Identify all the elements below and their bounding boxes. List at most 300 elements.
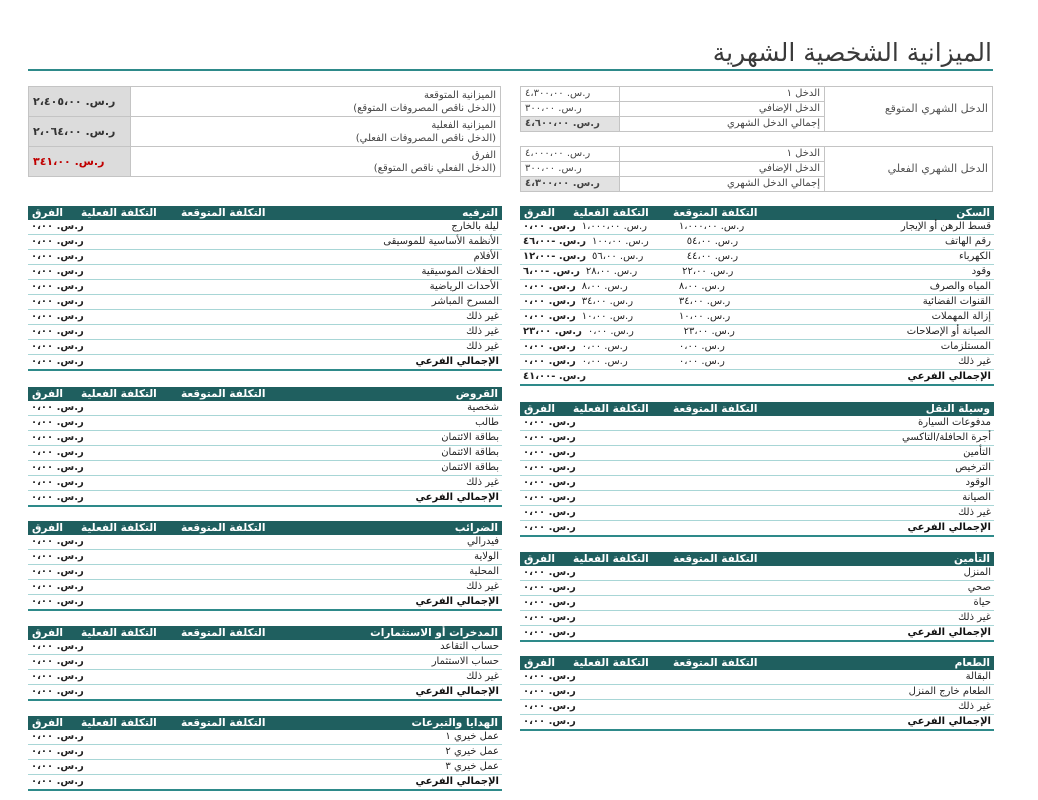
actual-column-header: التكلفة الفعلية: [81, 388, 157, 400]
projected-cost[interactable]: ر.س. ٠،٠٠: [678, 356, 725, 367]
actual-extra-income-value[interactable]: ر.س. ٣٠٠،٠٠: [521, 162, 620, 177]
actual-cost[interactable]: [87, 340, 184, 354]
subtotal-difference: ر.س. ٠،٠٠: [31, 686, 84, 697]
table-row: [28, 446, 502, 461]
cost-difference: ر.س. ٠،٠٠: [31, 731, 84, 742]
expense-name: مدفوعات السيارة: [917, 417, 991, 428]
projected-cost[interactable]: [184, 745, 281, 759]
difference-sub: (الدخل الفعلي ناقص المتوقع): [373, 162, 496, 174]
insurance-title: التأمين: [953, 553, 990, 565]
cost-difference: ر.س. ٠،٠٠: [523, 281, 576, 292]
cost-difference: ر.س. ٠،٠٠: [523, 296, 576, 307]
expense-name: الطعام خارج المنزل: [908, 686, 991, 697]
cost-difference: ر.س. ٠،٠٠: [31, 462, 84, 473]
cost-difference: ر.س. ٠،٠٠: [31, 536, 84, 547]
expense-name: الترخيص: [955, 462, 991, 473]
difference-label-cell: [131, 147, 501, 177]
expense-name: غير ذلك: [466, 671, 499, 682]
cost-difference: ر.س. ٠،٠٠: [523, 507, 576, 518]
actual-cost[interactable]: [87, 265, 184, 279]
actual-cost[interactable]: [87, 730, 184, 744]
cost-difference: ر.س. ٠،٠٠: [523, 447, 576, 458]
expense-name: الصيانة أو الإصلاحات: [906, 326, 991, 337]
cost-difference: ر.س. ٠،٠٠: [523, 612, 576, 623]
projected-total-income-value: ر.س. ٤،٦٠٠،٠٠: [521, 117, 620, 132]
expense-name: شخصية: [467, 402, 499, 413]
table-row: [28, 431, 502, 446]
projected-cost[interactable]: [184, 446, 281, 460]
actual-cost[interactable]: [579, 670, 676, 684]
subtotal-difference: ر.س. ٠،٠٠: [31, 596, 84, 607]
projected-cost[interactable]: [676, 416, 773, 430]
subtotal-difference: ر.س. ٠،٠٠: [523, 627, 576, 638]
entertainment-header: [28, 206, 502, 220]
projected-cost[interactable]: [676, 446, 773, 460]
transport-title: وسيلة النقل: [925, 403, 990, 415]
table-row: [520, 700, 994, 715]
table-row: [28, 235, 502, 250]
cost-difference: ر.س. ٠،٠٠: [31, 341, 84, 352]
actual-cost[interactable]: ر.س. ٠،٠٠: [581, 341, 628, 352]
cost-difference: ر.س. ٠،٠٠: [523, 597, 576, 608]
table-row: [520, 340, 994, 355]
subtotal-difference: ر.س. ٠،٠٠: [523, 716, 576, 727]
projected-cost[interactable]: [184, 580, 281, 594]
cost-difference: ر.س. ٠،٠٠: [31, 402, 84, 413]
actual-cost[interactable]: [87, 325, 184, 339]
projected-cost[interactable]: [676, 506, 773, 520]
table-row: [520, 461, 994, 476]
cost-difference: ر.س. ٠،٠٠: [31, 281, 84, 292]
expense-name: حساب التقاعد: [440, 641, 499, 652]
subtotal-row: [520, 370, 994, 386]
actual-column-header: التكلفة الفعلية: [573, 403, 649, 415]
projected-cost[interactable]: [184, 461, 281, 475]
table-row: [520, 280, 994, 295]
cost-difference: ر.س. ٠،٠٠: [31, 761, 84, 772]
difference-column-header: الفرق: [524, 403, 556, 415]
projected-cost[interactable]: [184, 670, 281, 684]
projected-column-header: التكلفة المتوقعة: [673, 207, 758, 219]
actual-cost[interactable]: [87, 640, 184, 654]
actual-income-heading: الدخل الشهري الفعلي: [825, 147, 993, 192]
gifts-title: الهدايا والتبرعات: [411, 717, 498, 729]
expense-name: غير ذلك: [466, 311, 499, 322]
actual-total-income-value: ر.س. ٤،٣٠٠،٠٠: [521, 177, 620, 192]
actual-cost[interactable]: [87, 446, 184, 460]
actual-cost[interactable]: [87, 250, 184, 264]
actual-cost[interactable]: [87, 461, 184, 475]
expense-name: عمل خيري ٢: [445, 746, 499, 757]
cost-difference: ر.س. ٠،٠٠: [31, 641, 84, 652]
actual-balance-value[interactable]: ر.س. ٢،٠٦٤،٠٠: [29, 117, 131, 147]
expense-name: عمل خيري ١: [445, 731, 499, 742]
cost-difference: ر.س. ٠،٠٠: [31, 296, 84, 307]
table-row: [520, 295, 994, 310]
expense-name: وقود: [971, 266, 991, 277]
difference-column-header: الفرق: [32, 522, 64, 534]
projected-cost[interactable]: [184, 220, 281, 234]
projected-cost[interactable]: [184, 431, 281, 445]
table-row: [28, 730, 502, 745]
expense-name: فيدرالي: [466, 536, 499, 547]
subtotal-label: الإجمالي الفرعي: [415, 776, 499, 787]
actual-cost[interactable]: [87, 745, 184, 759]
expense-name: أجرة الحافلة/التاكسي: [902, 432, 991, 443]
difference-column-header: الفرق: [32, 207, 64, 219]
actual-cost[interactable]: [579, 431, 676, 445]
actual-cost[interactable]: [87, 580, 184, 594]
actual-cost[interactable]: [579, 446, 676, 460]
actual-cost[interactable]: ر.س. ٢٨،٠٠: [585, 266, 638, 277]
projected-cost[interactable]: [184, 401, 281, 415]
table-row: [520, 355, 994, 370]
projected-cost[interactable]: ر.س. ١،٠٠٠،٠٠: [678, 221, 745, 232]
projected-cost[interactable]: ر.س. ٤٤،٠٠: [686, 251, 739, 262]
cost-difference: ر.س. ٠،٠٠: [523, 582, 576, 593]
actual-total-income-label: إجمالي الدخل الشهري: [620, 177, 825, 192]
projected-cost[interactable]: [184, 550, 281, 564]
projected-cost[interactable]: ر.س. ٨،٠٠: [678, 281, 725, 292]
projected-column-header: التكلفة المتوقعة: [181, 207, 266, 219]
subtotal-difference: ر.س. ٠،٠٠: [523, 522, 576, 533]
expense-name: المستلزمات: [940, 341, 991, 352]
table-row: [28, 265, 502, 280]
projected-cost[interactable]: [676, 700, 773, 714]
insurance-header: [520, 552, 994, 566]
actual-cost[interactable]: ر.س. ١٠،٠٠: [581, 311, 634, 322]
subtotal-row: [28, 355, 502, 371]
expense-name: قسط الرهن أو الإيجار: [900, 221, 991, 232]
loans-header: [28, 387, 502, 401]
projected-cost[interactable]: ر.س. ٠،٠٠: [678, 341, 725, 352]
expense-name: صحي: [967, 582, 991, 593]
expense-name: الكهرباء: [958, 251, 991, 262]
expense-name: غير ذلك: [466, 477, 499, 488]
table-row: [28, 416, 502, 431]
expense-name: غير ذلك: [466, 341, 499, 352]
budget-summary-panel: [28, 86, 501, 177]
projected-cost[interactable]: [184, 416, 281, 430]
actual-cost[interactable]: [87, 535, 184, 549]
table-row: [520, 566, 994, 581]
actual-cost[interactable]: [579, 476, 676, 490]
cost-difference: ر.س. ٠،٠٠: [31, 251, 84, 262]
table-row: [520, 416, 994, 431]
cost-difference: ر.س. ٠،٠٠: [523, 686, 576, 697]
projected-cost[interactable]: [184, 325, 281, 339]
projected-cost[interactable]: [184, 655, 281, 669]
projected-column-header: التكلفة المتوقعة: [673, 553, 758, 565]
cost-difference: ر.س. ٠،٠٠: [523, 492, 576, 503]
table-row: [28, 745, 502, 760]
food-title: الطعام: [954, 657, 990, 669]
actual-cost[interactable]: [87, 416, 184, 430]
housing-header: [520, 206, 994, 220]
actual-cost[interactable]: ر.س. ٨،٠٠: [581, 281, 628, 292]
projected-cost[interactable]: [184, 760, 281, 774]
expense-name: حياة: [973, 597, 991, 608]
expense-name: المحلية: [469, 566, 499, 577]
actual-cost[interactable]: [87, 220, 184, 234]
cost-difference: ر.س. ٠،٠٠: [523, 341, 576, 352]
expense-name: بطاقة الائتمان: [441, 447, 499, 458]
expense-name: البقالة: [965, 671, 991, 682]
table-row: [28, 655, 502, 670]
table-row: [520, 250, 994, 265]
cost-difference: ر.س. ٠،٠٠: [31, 581, 84, 592]
actual-cost[interactable]: [87, 565, 184, 579]
subtotal-label: الإجمالي الفرعي: [907, 522, 991, 533]
taxes-header: [28, 521, 502, 535]
difference-column-header: الفرق: [524, 553, 556, 565]
actual-cost[interactable]: [579, 506, 676, 520]
cost-difference: ر.س. ٠،٠٠: [31, 447, 84, 458]
expense-name: ليلة بالخارج: [451, 221, 499, 232]
projected-cost[interactable]: [676, 685, 773, 699]
projected-balance-value[interactable]: ر.س. ٢،٤٠٥،٠٠: [29, 87, 131, 117]
projected-cost[interactable]: [184, 476, 281, 490]
projected-cost[interactable]: ر.س. ٢٢،٠٠: [682, 266, 734, 277]
actual-cost[interactable]: ر.س. ١،٠٠٠،٠٠: [581, 221, 648, 232]
actual-cost[interactable]: [579, 700, 676, 714]
actual-cost[interactable]: [579, 611, 676, 625]
projected-cost[interactable]: [676, 566, 773, 580]
cost-difference: ر.س. ٠،٠٠: [31, 432, 84, 443]
actual-income-1-value[interactable]: ر.س. ٤،٠٠٠،٠٠: [521, 147, 620, 162]
projected-cost[interactable]: [676, 461, 773, 475]
actual-column-header: التكلفة الفعلية: [81, 717, 157, 729]
difference-column-header: الفرق: [32, 717, 64, 729]
projected-cost[interactable]: [676, 476, 773, 490]
expense-name: الأفلام: [473, 251, 499, 262]
actual-cost[interactable]: ر.س. ٣٤،٠٠: [581, 296, 634, 307]
projected-income-panel: [520, 86, 993, 132]
table-row: [28, 461, 502, 476]
projected-cost[interactable]: [184, 310, 281, 324]
actual-balance-label-cell: [131, 117, 501, 147]
actual-cost[interactable]: ر.س. ٥٦،٠٠: [592, 251, 644, 262]
table-row: [28, 580, 502, 595]
cost-difference: ر.س. ٠،٠٠: [31, 477, 84, 488]
actual-cost[interactable]: [579, 416, 676, 430]
actual-cost[interactable]: [579, 566, 676, 580]
projected-column-header: التكلفة المتوقعة: [673, 657, 758, 669]
difference-column-header: الفرق: [32, 627, 64, 639]
projected-cost[interactable]: [676, 431, 773, 445]
table-row: [28, 760, 502, 775]
actual-cost[interactable]: [579, 596, 676, 610]
expense-name: غير ذلك: [958, 612, 991, 623]
entertainment-title: الترفيه: [462, 207, 498, 219]
actual-cost[interactable]: ر.س. ٠،٠٠: [587, 326, 634, 337]
gifts-section: [28, 716, 502, 791]
projected-cost[interactable]: [676, 670, 773, 684]
expense-name: القنوات الفضائية: [922, 296, 991, 307]
cost-difference: ر.س. ٠،٠٠: [523, 567, 576, 578]
food-section: [520, 656, 994, 731]
actual-cost[interactable]: [87, 280, 184, 294]
expense-name: المنزل: [963, 567, 991, 578]
actual-cost[interactable]: ر.س. ٠،٠٠: [581, 356, 628, 367]
projected-balance-label-cell: [131, 87, 501, 117]
cost-difference: ر.س. ٠،٠٠: [31, 311, 84, 322]
projected-extra-income-label: الدخل الإضافي: [620, 102, 825, 117]
expense-name: بطاقة الائتمان: [441, 432, 499, 443]
subtotal-difference: ر.س. ٠،٠٠: [31, 356, 84, 367]
projected-cost[interactable]: [184, 730, 281, 744]
table-row: [28, 640, 502, 655]
actual-cost[interactable]: [579, 581, 676, 595]
actual-cost[interactable]: [87, 295, 184, 309]
actual-cost[interactable]: [87, 760, 184, 774]
table-row: [520, 265, 994, 280]
subtotal-label: الإجمالي الفرعي: [415, 356, 499, 367]
projected-cost[interactable]: [676, 596, 773, 610]
table-row: [28, 295, 502, 310]
subtotal-label: الإجمالي الفرعي: [415, 686, 499, 697]
expense-name: غير ذلك: [958, 356, 991, 367]
cost-difference: ر.س. ٠،٠٠: [523, 221, 576, 232]
expense-name: حساب الاستثمار: [431, 656, 499, 667]
projected-income-1-value[interactable]: ر.س. ٤،٣٠٠،٠٠: [521, 87, 620, 102]
table-row: [28, 325, 502, 340]
projected-cost[interactable]: [184, 265, 281, 279]
actual-cost[interactable]: [579, 685, 676, 699]
expense-name: الحفلات الموسيقية: [421, 266, 499, 277]
actual-cost[interactable]: [87, 550, 184, 564]
projected-cost[interactable]: [184, 250, 281, 264]
subtotal-label: الإجمالي الفرعي: [907, 716, 991, 727]
projected-cost[interactable]: ر.س. ٥٤،٠٠: [686, 236, 739, 247]
cost-difference: ر.س. ٠،٠٠: [31, 551, 84, 562]
projected-cost[interactable]: ر.س. ٢٣،٠٠: [683, 326, 735, 337]
projected-cost[interactable]: [676, 581, 773, 595]
actual-cost[interactable]: [87, 431, 184, 445]
actual-column-header: التكلفة الفعلية: [573, 657, 649, 669]
table-row: [520, 670, 994, 685]
projected-cost[interactable]: [184, 280, 281, 294]
savings-title: المدخرات أو الاستثمارات: [370, 627, 498, 639]
actual-column-header: التكلفة الفعلية: [573, 207, 649, 219]
subtotal-row: [520, 715, 994, 731]
table-row: [520, 611, 994, 626]
actual-cost[interactable]: [579, 461, 676, 475]
expense-name: المياه والصرف: [929, 281, 991, 292]
cost-difference: ر.س. ٠،٠٠: [31, 671, 84, 682]
difference-column-header: الفرق: [32, 388, 64, 400]
projected-column-header: التكلفة المتوقعة: [673, 403, 758, 415]
transport-section: [520, 402, 994, 537]
table-row: [28, 250, 502, 265]
cost-difference: ر.س. ٠،٠٠: [523, 462, 576, 473]
projected-balance-sub: (الدخل ناقص المصروفات المتوقع): [353, 102, 496, 114]
expense-name: غير ذلك: [466, 326, 499, 337]
difference-value[interactable]: ر.س. ٣٤١،٠٠: [29, 147, 131, 177]
difference-column-header: الفرق: [524, 657, 556, 669]
table-row: [520, 596, 994, 611]
cost-difference: ر.س. ٢٣،٠٠: [523, 326, 582, 337]
savings-section: [28, 626, 502, 701]
actual-cost[interactable]: [87, 401, 184, 415]
subtotal-label: الإجمالي الفرعي: [415, 596, 499, 607]
cost-difference: ر.س. ٠،٠٠: [31, 266, 84, 277]
actual-income-panel: [520, 146, 993, 192]
table-row: [520, 235, 994, 250]
projected-income-heading: الدخل الشهري المتوقع: [825, 87, 993, 132]
actual-balance-label: الميزانية الفعلية: [431, 119, 496, 131]
projected-column-header: التكلفة المتوقعة: [181, 522, 266, 534]
actual-cost[interactable]: [87, 310, 184, 324]
expense-name: غير ذلك: [958, 701, 991, 712]
cost-difference: ر.س. ٠،٠٠: [523, 701, 576, 712]
projected-cost[interactable]: ر.س. ١٠،٠٠: [678, 311, 731, 322]
expense-name: الأنظمة الأساسية للموسيقى: [383, 236, 499, 247]
loans-title: القروض: [455, 388, 498, 400]
cost-difference: ر.س. ٠،٠٠: [523, 432, 576, 443]
cost-difference: ر.س. ٠،٠٠: [523, 671, 576, 682]
projected-cost[interactable]: ر.س. ٣٤،٠٠: [678, 296, 731, 307]
table-row: [28, 401, 502, 416]
subtotal-row: [28, 775, 502, 791]
projected-column-header: التكلفة المتوقعة: [181, 717, 266, 729]
actual-cost[interactable]: ر.س. ١٠٠،٠٠: [592, 236, 649, 247]
taxes-section: [28, 521, 502, 611]
projected-cost[interactable]: [184, 235, 281, 249]
table-row: [520, 581, 994, 596]
actual-cost[interactable]: [87, 655, 184, 669]
projected-extra-income-value[interactable]: ر.س. ٣٠٠،٠٠: [521, 102, 620, 117]
expense-name: غير ذلك: [466, 581, 499, 592]
housing-title: السكن: [956, 207, 990, 219]
actual-cost[interactable]: [87, 476, 184, 490]
entertainment-section: [28, 206, 502, 371]
subtotal-row: [520, 521, 994, 537]
projected-cost[interactable]: [184, 535, 281, 549]
expense-name: الوقود: [965, 477, 991, 488]
actual-cost[interactable]: [87, 670, 184, 684]
expense-name: رقم الهاتف: [944, 236, 991, 247]
projected-cost[interactable]: [184, 340, 281, 354]
actual-cost[interactable]: [579, 491, 676, 505]
projected-cost[interactable]: [676, 611, 773, 625]
cost-difference: ر.س. ٠،٠٠: [31, 417, 84, 428]
cost-difference: ر.س. ٠،٠٠: [31, 221, 84, 232]
projected-cost[interactable]: [184, 640, 281, 654]
actual-cost[interactable]: [87, 235, 184, 249]
taxes-title: الضرائب: [454, 522, 498, 534]
difference-column-header: الفرق: [524, 207, 556, 219]
projected-cost[interactable]: [184, 565, 281, 579]
table-row: [28, 476, 502, 491]
difference-label: الفرق: [471, 149, 496, 161]
projected-balance-label: الميزانية المتوقعة: [423, 89, 496, 101]
expense-name: طالب: [475, 417, 499, 428]
cost-difference: ر.س. -٦،٠٠: [523, 266, 580, 277]
expense-name: الصيانة: [962, 492, 991, 503]
table-row: [520, 431, 994, 446]
projected-cost[interactable]: [676, 491, 773, 505]
gifts-header: [28, 716, 502, 730]
expense-name: المسرح المباشر: [431, 296, 499, 307]
cost-difference: ر.س. ٠،٠٠: [31, 566, 84, 577]
projected-column-header: التكلفة المتوقعة: [181, 627, 266, 639]
food-header: [520, 656, 994, 670]
projected-cost[interactable]: [184, 295, 281, 309]
title-divider: [28, 69, 993, 71]
cost-difference: ر.س. ٠،٠٠: [523, 356, 576, 367]
subtotal-label: الإجمالي الفرعي: [907, 627, 991, 638]
